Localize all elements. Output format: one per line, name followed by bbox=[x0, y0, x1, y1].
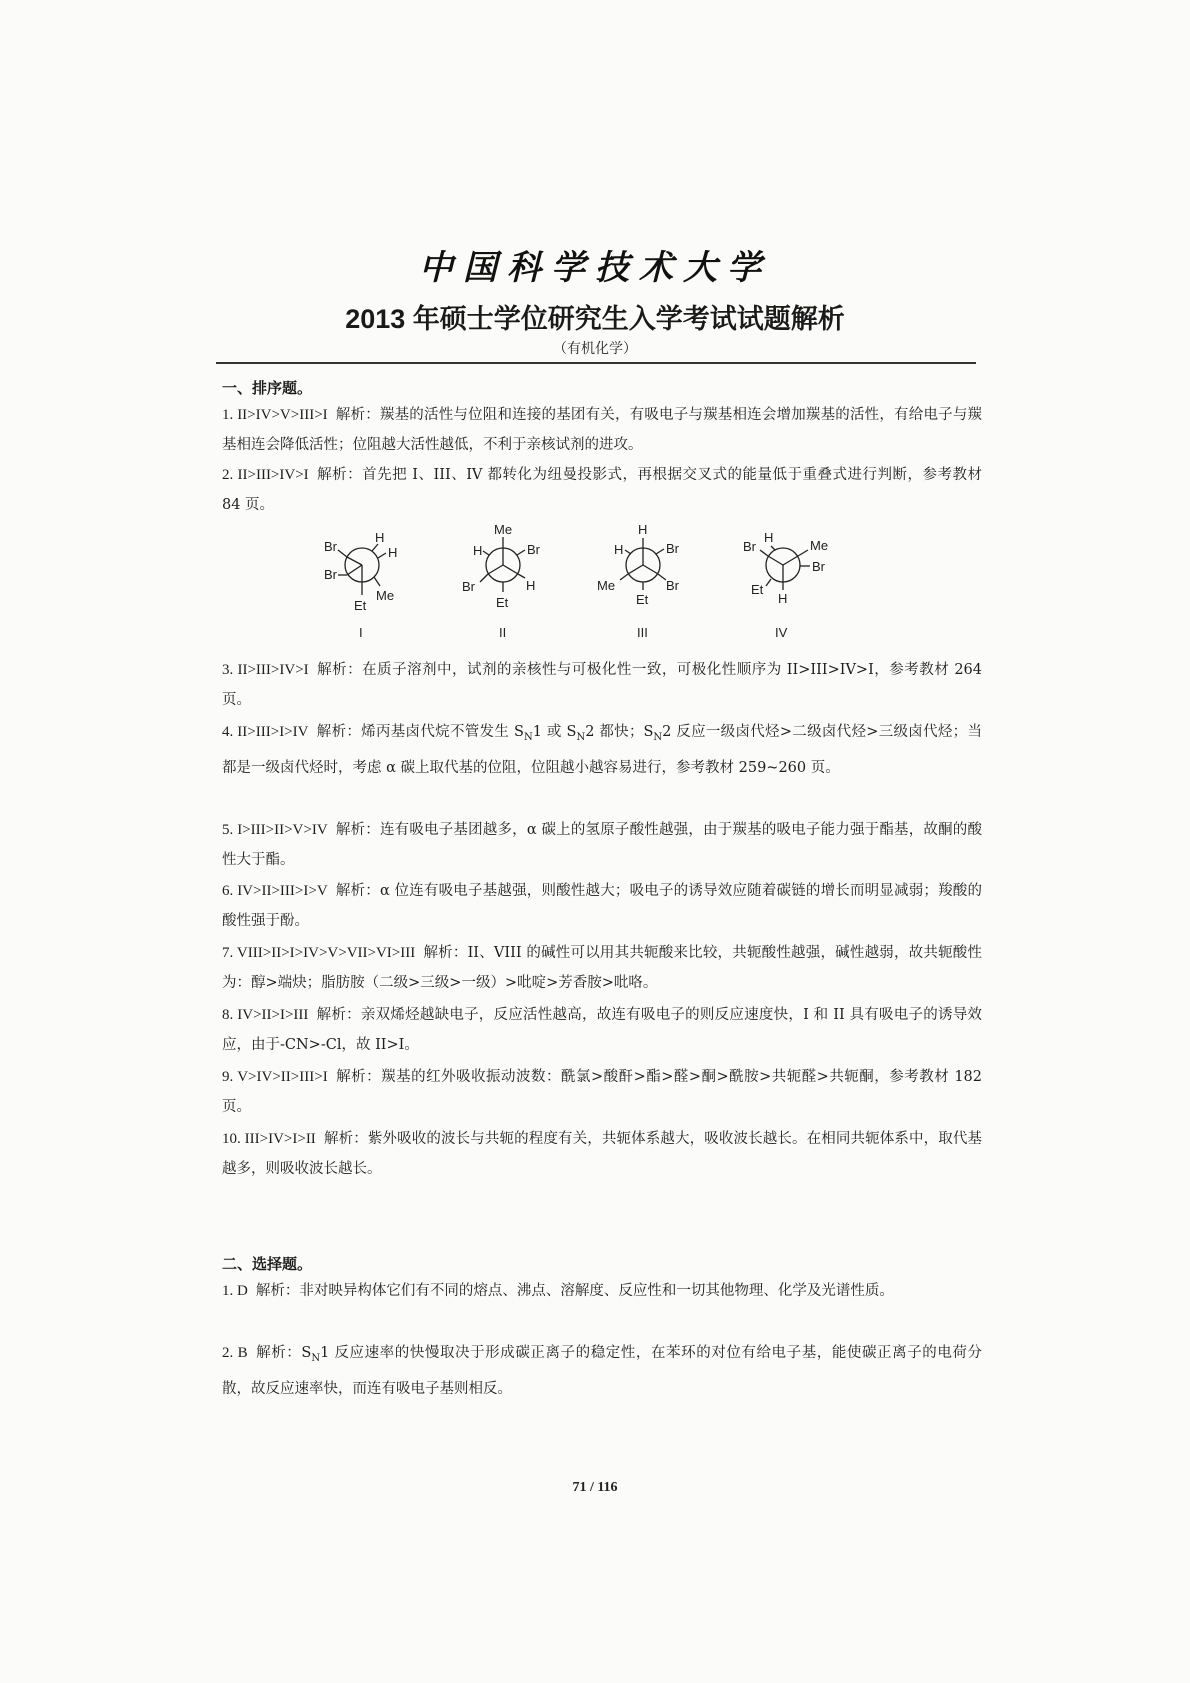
substituent-label: Me bbox=[597, 578, 616, 593]
analysis-text: 解析：在质子溶剂中，试剂的亲核性与可极化性一致，可极化性顺序为 II>III>IV>I，参考教材 264 页。 bbox=[222, 662, 982, 708]
figure-label: II bbox=[499, 625, 507, 640]
substituent-label: Br bbox=[666, 578, 679, 593]
answer-item-10 bbox=[222, 1124, 982, 1184]
substituent-label: H bbox=[638, 522, 648, 537]
substituent-label: Br bbox=[743, 539, 756, 554]
header-divider bbox=[216, 362, 976, 364]
answer-key: 1. II>IV>V>III>I bbox=[222, 407, 328, 423]
answer-item-8 bbox=[222, 1000, 982, 1060]
substituent-label: Br bbox=[812, 559, 825, 574]
substituent-label: H bbox=[526, 578, 536, 593]
answer-item-7 bbox=[222, 938, 982, 998]
analysis-text: 解析：羰基的活性与位阻和连接的基团有关，有吸电子与羰基相连会增加羰基的活性，有给电子与羰基相连会降低活性；位阻越大活性越低，不利于亲核试剂的进攻。 bbox=[222, 407, 983, 453]
answer-key: 5. I>III>II>V>IV bbox=[222, 822, 328, 838]
answer-key: 10. III>IV>I>II bbox=[222, 1131, 316, 1147]
figure-label: I bbox=[359, 625, 363, 640]
substituent-label: Br bbox=[666, 541, 679, 556]
answer-item-6 bbox=[222, 876, 982, 936]
exam-title: 2013 年硕士学位研究生入学考试试题解析 bbox=[345, 304, 845, 334]
substituent-label: Et bbox=[751, 582, 764, 597]
answer-item-2 bbox=[222, 460, 982, 520]
newman-projection-iii bbox=[620, 538, 666, 590]
analysis-text: 解析：II、VIII 的碱性可以用其共轭酸来比较，共轭酸性越强，碱性越弱，故共轭酸性为：醇>端炔；脂肪胺（二级>三级>一级）>吡啶>芳香胺>吡咯。 bbox=[222, 945, 982, 991]
substituent-label: Et bbox=[496, 595, 509, 610]
analysis-text: 解析：烯丙基卤代烷不管发生 $S_N1$ 或 $S_N2$ 都快；$S_N2$ 反应一级卤代烃>二级卤代烃>三级卤代烃；当都是一级卤代烃时，考虑 α 碳上取代基的位阻，位阻越小越容易进行，参考教材 259~260 页。 bbox=[222, 724, 982, 776]
answer-key: 1. D bbox=[222, 1283, 248, 1299]
answer-key: 3. II>III>IV>I bbox=[222, 662, 309, 678]
analysis-text: 解析：羰基的红外吸收振动波数：酰氯>酸酐>酯>醛>酮>酰胺>共轭醛>共轭酮，参考教材 182 页。 bbox=[222, 1069, 982, 1115]
substituent-label: H bbox=[614, 542, 624, 557]
answer-item-9 bbox=[222, 1062, 982, 1122]
substituent-label: H bbox=[375, 530, 385, 545]
substituent-label: Br bbox=[462, 579, 475, 594]
substituent-label: H bbox=[778, 591, 788, 606]
substituent-label: Br bbox=[324, 567, 337, 582]
answer-key: 4. II>III>I>IV bbox=[222, 724, 309, 740]
choice-item-2 bbox=[222, 1338, 982, 1404]
newman-projections-figure bbox=[320, 520, 900, 640]
section-heading-multiple-choice: 二、选择题。 bbox=[222, 1255, 313, 1273]
section-heading-ranking: 一、排序题。 bbox=[222, 379, 313, 397]
page-number: 71 / 116 bbox=[572, 1480, 618, 1495]
answer-item-1 bbox=[222, 400, 982, 460]
figure-label: IV bbox=[775, 625, 788, 640]
newman-projection-ii bbox=[480, 537, 525, 592]
substituent-label: Br bbox=[324, 539, 337, 554]
analysis-text: 解析：连有吸电子基团越多，α 碳上的氢原子酸性越强，由于羰基的吸电子能力强于酯基，故酮的酸性大于酯。 bbox=[222, 822, 983, 868]
substituent-label: H bbox=[473, 543, 483, 558]
answer-key: 6. IV>II>III>I>V bbox=[222, 883, 328, 899]
answer-key: 8. IV>II>I>III bbox=[222, 1007, 309, 1023]
analysis-text: 解析：亲双烯烃越缺电子，反应活性越高，故连有吸电子的则反应速度快，I 和 II 具有吸电子的诱导效应，由于-CN>-Cl，故 II>I。 bbox=[222, 1007, 982, 1053]
answer-item-3 bbox=[222, 655, 982, 715]
analysis-text: 解析：紫外吸收的波长与共轭的程度有关，共轭体系越大，吸收波长越长。在相同共轭体系中，取代基越多，则吸收波长越长。 bbox=[222, 1131, 982, 1177]
substituent-label: H bbox=[764, 530, 774, 545]
substituent-label: Et bbox=[636, 592, 649, 607]
substituent-label: Et bbox=[354, 598, 367, 613]
newman-projection-iv bbox=[760, 546, 810, 590]
answer-key: 9. V>IV>II>III>I bbox=[222, 1069, 328, 1085]
figure-label: III bbox=[637, 625, 648, 640]
analysis-text: 解析：非对映异构体它们有不同的熔点、沸点、溶解度、反应性和一切其他物理、化学及光谱性质。 bbox=[255, 1283, 894, 1299]
answer-key: 2. B bbox=[222, 1345, 248, 1361]
substituent-label: Br bbox=[527, 542, 540, 557]
answer-key: 2. II>III>IV>I bbox=[222, 467, 309, 483]
answer-item-5 bbox=[222, 815, 982, 875]
subject-label: （有机化学） bbox=[553, 341, 637, 357]
substituent-label: Me bbox=[810, 538, 829, 553]
substituent-label: H bbox=[388, 545, 398, 560]
answer-key: 7. VIII>II>I>IV>V>VII>VI>III bbox=[222, 945, 416, 961]
answer-item-4 bbox=[222, 717, 982, 783]
analysis-text: 解析：首先把 I、III、IV 都转化为纽曼投影式，再根据交叉式的能量低于重叠式进行判断，参考教材 84 页。 bbox=[222, 467, 982, 513]
substituent-label: Me bbox=[376, 588, 395, 603]
substituent-label: Me bbox=[494, 522, 513, 537]
analysis-text: 解析：α 位连有吸电子基越强，则酸性越大；吸电子的诱导效应随着碳链的增长而明显减弱；羧酸的酸性强于酚。 bbox=[222, 883, 983, 929]
choice-item-1 bbox=[222, 1276, 982, 1306]
university-title: 中国科学技术大学 bbox=[419, 248, 771, 288]
analysis-text: 解析：$S_N1$ 反应速率的快慢取决于形成碳正离子的稳定性，在苯环的对位有给电子基，能使碳正离子的电荷分散，故反应速率快，而连有吸电子基则相反。 bbox=[222, 1345, 982, 1397]
